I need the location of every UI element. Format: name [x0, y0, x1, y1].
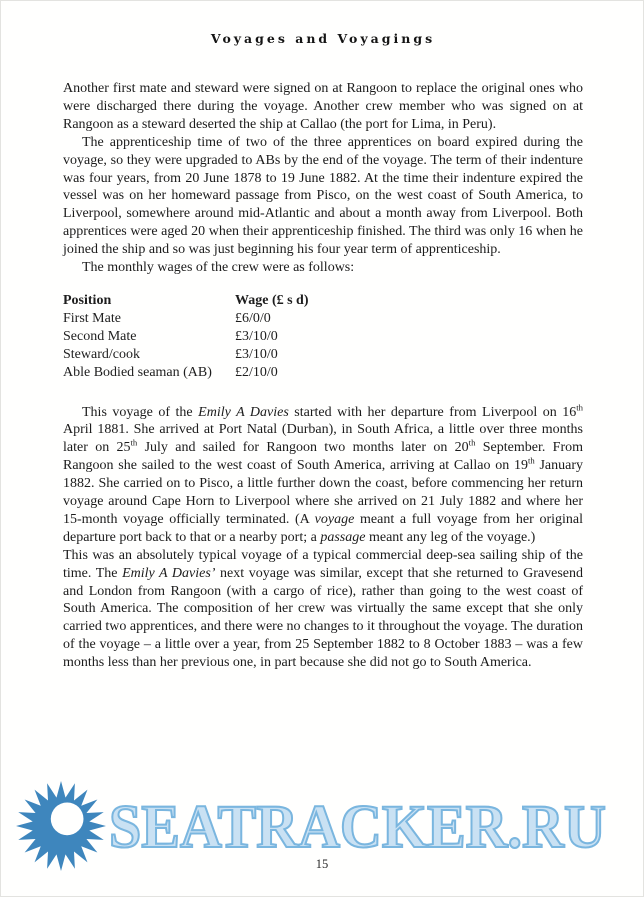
- wage-table-row: [63, 310, 309, 328]
- italic-text: Emily A Davies: [198, 404, 289, 420]
- text-run: next voyage was similar, except that she returned to Gravesend and London from Rangoon (with a cargo of rice), rather than going to the west coast of South America. The composition of her crew was virtually the same except that she only carried two apprentices, and there were no changes to it throughout the voyage. The duration of the voyage – a little over a year, from 25 September 1882 to 8 October 1883 – was a few months less than her previous one, in part because she did not go to South America.: [63, 565, 583, 671]
- paragraph: [63, 259, 583, 277]
- wage-table-header-wage: Wage (£ s d): [235, 292, 309, 308]
- wage-table-body: [63, 310, 309, 382]
- text-run: This was an absolutely typical voyage of a typical commercial deep-sea sailing ship of the time. The: [63, 547, 583, 581]
- text-run: This voyage of the: [82, 404, 199, 420]
- wage-table-row: [63, 364, 309, 382]
- paragraph: [63, 80, 583, 134]
- superscript-text: th: [576, 401, 583, 412]
- italic-text: Emily A Davies’: [122, 565, 216, 581]
- page-number: 15: [315, 857, 329, 871]
- spacer: [63, 382, 583, 404]
- sun-disc: [33, 798, 88, 853]
- wage-table: [63, 292, 309, 382]
- wage-table-header-position: Position: [63, 292, 112, 308]
- wage-cell: £6/0/0: [235, 310, 271, 326]
- text-run: September. From Rangoon she sailed to the west coast of South America, arriving at Callao on 19: [63, 440, 583, 474]
- text-run: Another first mate and steward were signed on at Rangoon to replace the original ones who were discharged there during the voyage. Another crew member who was signed on at Rangoon as a steward deserted the ship at Callao (the port for Lima, in Peru).: [63, 81, 583, 132]
- text-run: The apprenticeship time of two of the three apprentices on board expired during the voyage, so they were upgraded to ABs by the end of the voyage. The term of their indenture was four years, from 20 June 1878 to 19 June 1882. At the time their indenture expired the vessel was on her homeward passage from Pisco, on the west coast of South America, to Liverpool, somewhere around mid-Atlantic and about a month away from Liverpool. Both apprentices were aged 20 when their apprenticeship finished. The third was only 16 when he joined the ship and so was just beginning his four year term of apprenticeship.: [63, 134, 583, 258]
- paragraph: [63, 134, 583, 259]
- superscript-text: th: [468, 437, 476, 448]
- superscript-text: th: [130, 437, 138, 448]
- italic-text: passage: [320, 529, 366, 545]
- running-header: Voyages and Voyagings: [210, 31, 436, 46]
- wage-table-row: [63, 346, 309, 364]
- wage-cell: £3/10/0: [235, 328, 278, 344]
- wage-table-row: [63, 328, 309, 346]
- page-content: [63, 1, 583, 672]
- paragraph: [63, 547, 583, 672]
- wage-cell: £3/10/0: [235, 346, 278, 362]
- text-run: started with her departure from Liverpool on 16: [288, 404, 577, 420]
- text-run: July and sailed for Rangoon two months later on 20: [137, 440, 469, 456]
- wage-cell: £2/10/0: [235, 364, 278, 380]
- text-run: The monthly wages of the crew were as follows:: [82, 260, 355, 276]
- superscript-text: th: [527, 455, 535, 466]
- wage-table-header-row: [63, 292, 309, 310]
- paragraph: [63, 401, 584, 547]
- position-cell: First Mate: [63, 310, 121, 326]
- text-run: meant a full voyage from her original departure port back to that or a nearby port; a: [63, 511, 583, 545]
- text-run: January 1882. She carried on to Pisco, a little further down the coast, before commencing her return voyage around Cape Horn to Liverpool where she arrived on 21 July 1882 and where her 15-month voyage officially terminated. (A: [63, 458, 584, 527]
- text-run: meant any leg of the voyage.): [365, 529, 536, 545]
- watermark-text: SEATRACKER.RU: [109, 791, 606, 861]
- position-cell: Second Mate: [63, 328, 137, 344]
- position-cell: Able Bodied seaman (AB): [63, 364, 212, 380]
- position-cell: Steward/cook: [63, 346, 140, 362]
- body-text: [63, 80, 583, 672]
- italic-text: voyage: [314, 511, 355, 527]
- sun-crescent: [51, 802, 84, 835]
- text-run: April 1881. She arrived at Port Natal (Durban), in South Africa, a little over three months later on 25: [63, 422, 583, 456]
